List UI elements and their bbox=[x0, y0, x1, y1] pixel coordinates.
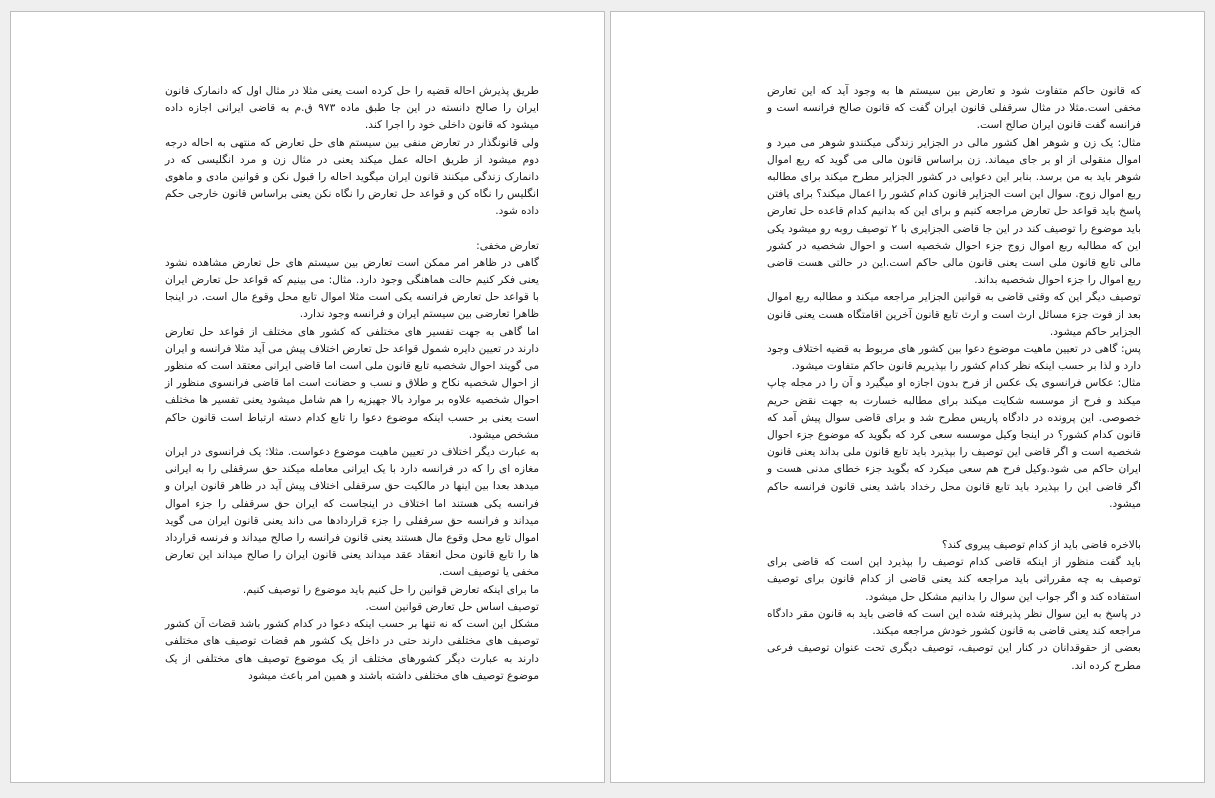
paragraph: توصیف دیگر این که وقتی قاضی به قوانین الجزایر مراجعه میکند و مطالبه ربع اموال بعد از فوت جزء مسائل ارث است و ارث تابع قانون آخرین اقامتگاه هست یعنی قانون الجزایر حاکم میشود. bbox=[767, 291, 1141, 338]
paragraph: گاهی در ظاهر امر ممکن است تعارض بین سیستم های حل تعارض مشاهده نشود یعنی فکر کنیم حالت هماهنگی وجود دارد. مثال: می بینیم که قواعد حل تعارض ایران با قواعد حل تعارض فرانسه یکی است مثلا اموال تابع محل وقوع مال است. در اینجا ظاهرا تعارضی بین سیستم ایران و فرانسه وجود ندارد. bbox=[165, 256, 539, 321]
paragraph: مشکل این است که نه تنها بر حسب اینکه دعوا در کدام کشور باشد قضات آن کشور توصیف های مختلفی دارند حتی در داخل یک کشور هم قضات توصیف های مختلفی دارند به عبارت دیگر کشورهای مختلف از یک موضوع توصیف های مختلفی از یک موضوع توصیف های مختلفی داشته باشند و همین امر باعث میشود bbox=[165, 618, 539, 682]
document-page-right bbox=[610, 11, 1205, 783]
paragraph: طریق پذیرش احاله قضیه را حل کرده است یعنی مثلا در مثال اول که دانمارک قانون ایران را صالح دانسته در این جا طبق ماده ۹۷۳ ق.م به قاضی ایرانی اجازه داده میشود که قانون داخلی خود را اجرا کند. bbox=[165, 85, 539, 132]
paragraph: توصیف اساس حل تعارض قوانین است. bbox=[365, 600, 539, 613]
paragraph: ما برای اینکه تعارض قوانین را حل کنیم باید موضوع را توصیف کنیم. bbox=[242, 583, 539, 596]
section-heading: تعارض مخفی: bbox=[476, 239, 539, 252]
blank-line bbox=[165, 221, 539, 238]
paragraph: به عبارت دیگر اختلاف در تعیین ماهیت موضوع دعواست. مثلا: یک فرانسوی در ایران مغازه ای را که در فرانسه دارد با یک ایرانی معامله میکند حق سرقفلی را به ایرانی میدهد بعدا بین اینها در مالکیت حق سرقفلی اختلاف پیش آید در ظاهر قانون ایران و فرانسه یکی هستند اما اختلاف در اینجاست که ایران حق سرقفلی را جزء اموال میداند و فرانسه حق سرقفلی را جزء قراردادها می داند یعنی قانون ایران می گوید اموال تابع محل وقوع مال هستند یعنی قانون فرانسه را صالح میداند و فرنسه قرارداد ها را تابع قانون محل انعقاد عقد میداند یعنی قانون ایران را صالح میداند این تعارض مخفی یا توصیف است. bbox=[165, 446, 539, 579]
paragraph: پس: گاهی در تعیین ماهیت موضوع دعوا بین کشور های مربوط به قضیه اختلاف وجود دارد و لذا بر حسب اینکه نظر کدام کشور را بپذیریم قانون حاکم متفاوت میشود. bbox=[767, 343, 1141, 373]
paragraph: مثال: عکاس فرانسوی یک عکس از فرح بدون اجازه او میگیرد و آن را در مجله چاپ میکند و فرح از موسسه شکایت میکند برای مطالبه خسارت به جهت نقض حریم خصوصی. این پرونده در دادگاه پاریس مطرح شد و برای قاضی سوال پیش آمد که قانون کدام کشور؟ در اینجا وکیل موسسه سعی کرد که بگوید که موضوع جزء احوال شخصیه است و اگر قاضی این توصیف را بپذیرد باید تابع قانون ملی بداند یعنی قانون ایران حاکم می شود.وکیل فرح هم سعی میکرد که بگوید جزء خطای مدنی هست و اگر قاضی این را بپذیرد باید تابع قانون محل رخداد باشد یعنی قانون فرانسه حاکم میشود. bbox=[767, 377, 1141, 510]
page-text-body bbox=[767, 83, 1141, 675]
paragraph: بعضی از حقوقدانان در کنار این توصیف، توصیف دیگری تحت عنوان توصیف فرعی مطرح کرده اند. bbox=[767, 642, 1141, 672]
paragraph: اما گاهی به جهت تفسیر های مختلفی که کشور های مختلف از قواعد حل تعارض دارند در تعیین دایره شمول قواعد حل تعارض اختلاف پیش می آید مثلا فرانسه و ایران می گویند احوال شخصیه تابع قانون ملی است اما قاضی ایرانی معتقد است که منظور از احوال شخصیه نکاح و طلاق و نسب و حضانت است اما قاضی فرانسوی منظور از احوال شخصیه علاوه بر موارد بالا جهیزیه را هم شامل میشود یعنی تفسیر ها مختلف است یعنی بر حسب اینکه موضوع دعوا را تابع کدام دسته ارتباط است قانون حاکم مشخص میشود. bbox=[165, 325, 539, 441]
paragraph: بالاخره قاضی باید از کدام توصیف پیروی کند؟ bbox=[941, 539, 1141, 552]
paragraph: ولی قانونگذار در تعارض منفی بین سیستم های حل تعارض که منتهی به احاله درجه دوم میشود از طریق احاله عمل میکند یعنی در مثال زن و مرد انگلیسی که در دانمارک زندگی میکنند قانون ایران میگوید احاله را قبول نکن و قوانین مادی و ماهوی انگلیس را نگاه کن و قواعد حل تعارض را نگاه نکن یعنی براساس قانون خارجی حکم داده شود. bbox=[165, 136, 539, 218]
blank-line bbox=[767, 513, 1141, 537]
paragraph: باید گفت منظور از اینکه قاضی کدام توصیف را بپذیرد این است که قاضی برای توصیف به چه مقرراتی باید مراجعه کند یعنی قاضی از کدام قانون برای توصیف استفاده کند و اگر جواب این سوال را بدانیم مشکل حل میشود. bbox=[767, 556, 1141, 603]
page-text-body bbox=[165, 83, 539, 685]
paragraph: مثال: یک زن و شوهر اهل کشور مالی در الجزایر زندگی میکنندو شوهر می میرد و اموال منقولی از او بر جای میماند. زن براساس قانون مالی می گوید که ربع اموال شوهر باید به من برسد. بنابر این دعوایی در کشور الجزایر مطرح میکند برای مطالبه ربع اموال زوج. سوال این است الجزایر قانون کدام کشور را اعمال میکند؟ برای یافتن پاسخ باید قواعد حل تعارض مراجعه کنیم و برای این که بدانیم کدام قاعده حل تعارض باید موضوع را توصیف کند در این جا قاضی الجزایری با ۲ توصیف روبه رو میشود یکی این که مطالبه ربع اموال زوج جزء احوال شخصیه است و احوال شخصیه در کشور مالی تابع قانون ملی است یعنی قانون مالی حاکم است.این در حالتی هست قاضی ربع اموال را جزء احوال شخصیه بداند. bbox=[767, 136, 1141, 287]
document-page-left bbox=[10, 11, 605, 783]
paragraph: در پاسخ به این سوال نظر پذیرفته شده این است که قاضی باید به قانون مقر دادگاه مراجعه کند یعنی قاضی به قانون کشور خودش مراجعه میکند. bbox=[767, 607, 1141, 638]
paragraph: که قانون حاکم متفاوت شود و تعارض بین سیستم ها به وجود آید که این تعارض مخفی است.مثلا در مثال سرقفلی قانون ایران گفت که قانون صالح فرانسه است و فرانسه گفت قانون ایران صالح است. bbox=[767, 85, 1141, 132]
